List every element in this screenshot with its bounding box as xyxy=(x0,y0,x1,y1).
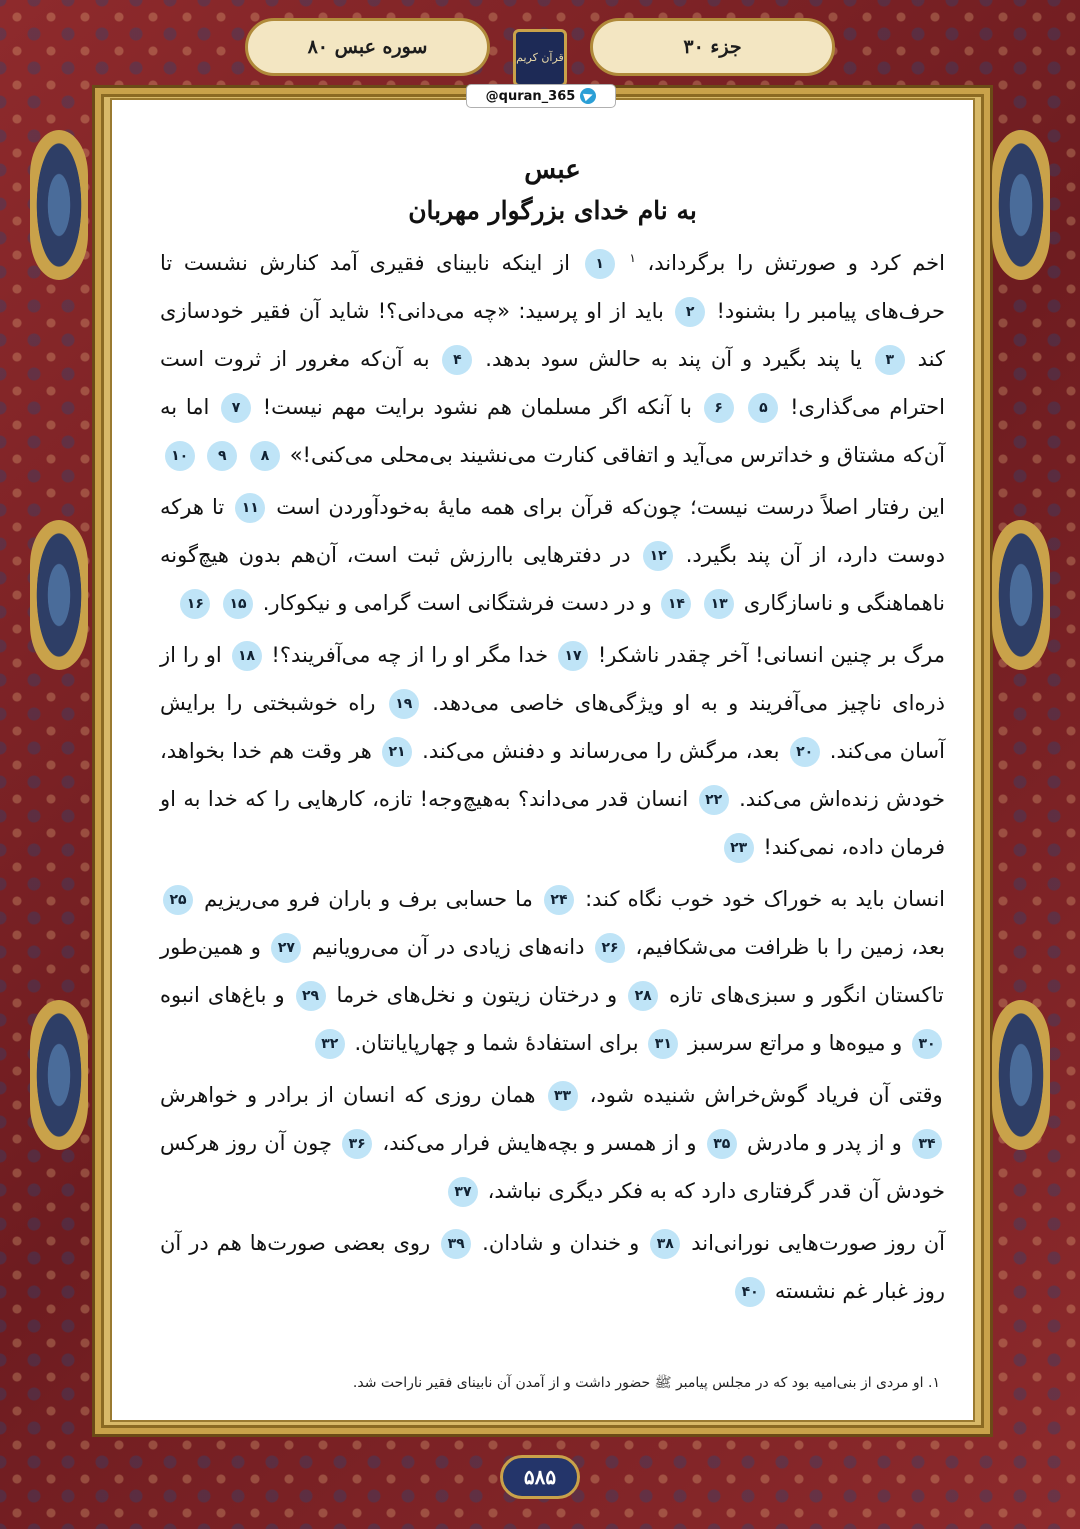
paragraph xyxy=(160,234,945,479)
verse-number-badge: ۱۶ xyxy=(180,589,210,619)
verse-number-badge: ۳۸ xyxy=(650,1229,680,1259)
translation-text xyxy=(160,150,945,1319)
verse-text: باید از او پرسید: «چه می‌دانی؟! شاید آن فقیر خودسازی کند xyxy=(160,299,945,371)
verse-text: همان روزی که انسان از برادر و خواهرش xyxy=(160,1083,536,1107)
verse-number-badge: ۳۶ xyxy=(342,1129,372,1159)
surah-label: سوره عبس ۸۰ xyxy=(245,18,490,76)
verse-text: بعد، زمین را با ظرافت می‌شکافیم، xyxy=(628,935,945,959)
right-ornament-bottom xyxy=(992,1000,1050,1150)
verse-text: و خندان و شادان. xyxy=(474,1231,640,1255)
surah-title: عبس xyxy=(524,155,581,185)
verse-text: یا پند بگیرد و آن پند به حالش سود بدهد. xyxy=(475,347,862,371)
verse-number-badge: ۳۰ xyxy=(912,1029,942,1059)
left-ornament-bottom xyxy=(30,1000,88,1150)
basmala: به نام خدای بزرگوار مهربان xyxy=(408,196,697,225)
verse-text: به آن‌که مغرور از ثروت است احترام می‌گذاری! xyxy=(160,347,945,419)
verse-number-badge: ۲۲ xyxy=(699,785,729,815)
verse-number-badge: ۶ xyxy=(704,393,734,423)
verse-text: و از پدر و مادرش xyxy=(739,1131,902,1155)
verse-number-badge: ۱۴ xyxy=(661,589,691,619)
verse-text: در دفترهایی باارزش ثبت است، آن‌هم بدون هیچ‌گونه ناهماهنگی و ناسازگاری xyxy=(160,543,945,615)
verse-text: چون آن روز هرکس خودش آن قدر گرفتاری دارد که به فکر دیگری نباشد، xyxy=(160,1131,945,1203)
page-number: ۵۸۵ xyxy=(500,1455,580,1499)
verse-text: راه خوشبختی را برایش آسان می‌کند. xyxy=(160,691,945,763)
verse-number-badge: ۱۷ xyxy=(558,641,588,671)
verse-number-badge: ۱ xyxy=(585,249,615,279)
verse-number-badge: ۲۸ xyxy=(628,981,658,1011)
left-ornament-middle xyxy=(30,520,88,670)
verse-number-badge: ۵ xyxy=(748,393,778,423)
verse-number-badge: ۱۲ xyxy=(643,541,673,571)
verse-number-badge: ۱۹ xyxy=(389,689,419,719)
verse-number-badge: ۱۸ xyxy=(232,641,262,671)
verse-number-badge: ۲۳ xyxy=(724,833,754,863)
verse-text: هر وقت هم خدا بخواهد، خودش زنده‌اش می‌کند. xyxy=(160,739,946,811)
verse-number-badge: ۳۹ xyxy=(441,1229,471,1259)
verse-number-badge: ۹ xyxy=(207,441,237,471)
verse-number-badge: ۲۴ xyxy=(544,885,574,915)
verse-number-badge: ۳۳ xyxy=(548,1081,578,1111)
verse-number-badge: ۲۷ xyxy=(271,933,301,963)
paragraph xyxy=(160,875,945,1067)
verse-number-badge: ۱۳ xyxy=(704,589,734,619)
paragraph xyxy=(160,1219,945,1315)
verse-text: تا هرکه دوست دارد، از آن پند بگیرد. xyxy=(160,495,945,567)
verse-number-badge: ۸ xyxy=(250,441,280,471)
verse-number-badge: ۴۰ xyxy=(735,1277,765,1307)
verse-text: وقتی آن فریاد گوش‌خراش شنیده شود، xyxy=(580,1083,943,1107)
verse-number-badge: ۲۰ xyxy=(790,737,820,767)
verse-text: آن روز صورت‌هایی نورانی‌اند xyxy=(683,1231,945,1255)
verse-text: با آنکه اگر مسلمان هم نشود برایت مهم نیست! xyxy=(254,395,692,419)
paragraph xyxy=(160,1071,945,1215)
verse-number-badge: ۳ xyxy=(875,345,905,375)
verse-text: و باغ‌های انبوه xyxy=(160,983,285,1007)
verse-number-badge: ۳۱ xyxy=(648,1029,678,1059)
verse-number-badge: ۳۲ xyxy=(315,1029,345,1059)
verse-text: ما حسابی برف و باران فرو می‌ریزیم xyxy=(196,887,533,911)
verse-text: روی بعضی صورت‌ها هم در آن روز غبار غم نشسته xyxy=(160,1231,945,1303)
verse-text: او را از ذره‌ای ناچیز می‌آفریند و به او ویژگی‌های خاصی می‌دهد. xyxy=(160,643,945,715)
verse-number-badge: ۴ xyxy=(442,345,472,375)
verse-text: اما به آن‌که مشتاق و خداترس می‌آید و اتفاقی کنارت می‌نشیند بی‌محلی می‌کنی!» xyxy=(160,395,945,467)
verse-text: و در دست فرشتگانی است گرامی و نیکوکار. xyxy=(256,591,652,615)
juz-label: جزء ۳۰ xyxy=(590,18,835,76)
verse-number-badge: ۷ xyxy=(221,393,251,423)
verse-number-badge: ۱۰ xyxy=(165,441,195,471)
paragraphs xyxy=(160,234,945,1315)
verse-text: انسان باید به خوراک خود خوب نگاه کند: xyxy=(576,887,945,911)
verse-text: برای استفادهٔ شما و چهارپایانتان. xyxy=(347,1031,639,1055)
verse-number-badge: ۳۴ xyxy=(912,1129,942,1159)
left-ornament-top xyxy=(30,130,88,280)
verse-number-badge: ۲۵ xyxy=(163,885,193,915)
logo-emblem-icon: قرآن کریم xyxy=(513,29,567,87)
verse-text: و از همسر و بچه‌هایش فرار می‌کند، xyxy=(375,1131,697,1155)
verse-number-badge: ۲۶ xyxy=(595,933,625,963)
verse-text: مرگ بر چنین انسانی! آخر چقدر ناشکر! xyxy=(590,643,945,667)
verse-number-badge: ۲ xyxy=(675,297,705,327)
verse-number-badge: ۲۱ xyxy=(382,737,412,767)
footnote-marker: ۱ xyxy=(629,251,636,265)
right-ornament-middle xyxy=(992,520,1050,670)
verse-text: و درختان زیتون و نخل‌های خرما xyxy=(328,983,618,1007)
verse-text: و میوه‌ها و مراتع سرسبز xyxy=(681,1031,903,1055)
channel-handle: @quran_365 xyxy=(485,88,576,104)
verse-text: انسان قدر می‌داند؟ به‌هیچ‌وجه! تازه، کارهایی را که خدا به او فرمان داده، نمی‌کند! xyxy=(160,787,945,859)
footnote: ۱. او مردی از بنی‌امیه بود که در مجلس پیامبر ﷺ حضور داشت و از آمدن آن نابینای فقیر ناراحت شد. xyxy=(352,1375,940,1391)
verse-text: دانه‌های زیادی در آن می‌رویانیم xyxy=(304,935,585,959)
paragraph xyxy=(160,631,945,871)
verse-text: و همین‌طور تاکستان انگور و سبزی‌های تازه xyxy=(160,935,944,1007)
right-ornament-top xyxy=(992,130,1050,280)
verse-number-badge: ۱۱ xyxy=(235,493,265,523)
verse-number-badge: ۱۵ xyxy=(223,589,253,619)
verse-text: بعد، مرگش را می‌رساند و دفنش می‌کند. xyxy=(415,739,780,763)
verse-text: اخم کرد و صورتش را برگرداند، xyxy=(635,251,945,275)
verse-number-badge: ۲۹ xyxy=(296,981,326,1011)
verse-number-badge: ۳۷ xyxy=(448,1177,478,1207)
paragraph xyxy=(160,483,945,627)
verse-text: از اینکه نابینای فقیری آمد کنارش نشست تا حرف‌های پیامبر را بشنود! xyxy=(160,251,945,323)
telegram-icon xyxy=(580,88,596,104)
channel-tag[interactable] xyxy=(466,84,616,108)
verse-text: این رفتار اصلاً درست نیست؛ چون‌که قرآن برای همه مایهٔ به‌خودآوردن است xyxy=(268,495,945,519)
verse-number-badge: ۳۵ xyxy=(707,1129,737,1159)
verse-text: خدا مگر او را از چه می‌آفریند؟! xyxy=(264,643,549,667)
